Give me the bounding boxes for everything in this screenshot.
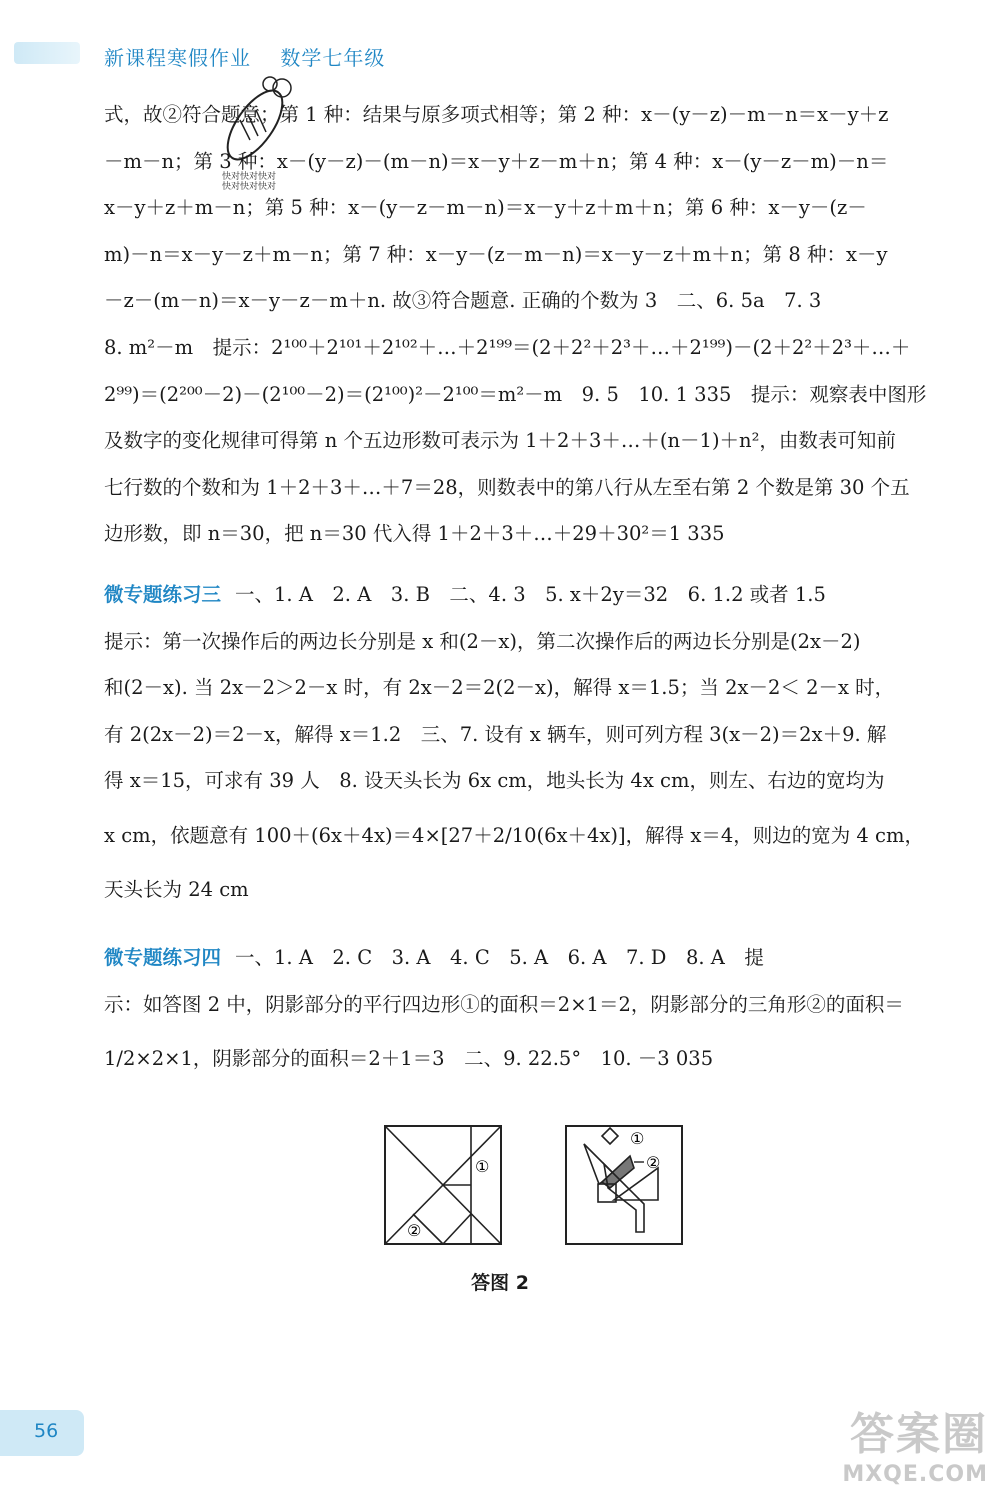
text-line: －m－n；第 3 种：x－(y－z)－(m－n)＝x－y＋z－m＋n；第 4 种：x－(y－z－m)－n＝ xyxy=(104,149,889,173)
text-line: 及数字的变化规律可得第 n 个五边形数可表示为 1＋2＋3＋…＋(n－1)＋n²，由数表可知前 xyxy=(104,429,896,453)
figure-label-2: ② xyxy=(646,1153,661,1172)
text-line: 式，故②符合题意；第 1 种：结果与原多项式相等；第 2 种：x－(y－z)－m－n＝x－y＋z xyxy=(104,103,889,126)
answer-section-continued xyxy=(104,92,966,558)
stamp-line-1: 快对快对快对 xyxy=(222,172,277,182)
text-line: 1/2×2×1，阴影部分的面积＝2＋1＝3 二、9. 22.5° 10. －3 035 xyxy=(104,1047,714,1071)
page-header xyxy=(104,42,407,71)
page-number: 56 xyxy=(34,1420,59,1442)
stamp-line-2: 快对快对快对 xyxy=(222,182,277,192)
figure-label-1: ① xyxy=(475,1157,490,1176)
text-line: 示：如答图 2 中，阴影部分的平行四边形①的面积＝2×1＝2，阴影部分的三角形②的面积＝ xyxy=(104,992,904,1016)
subject-title: 数学七年级 xyxy=(280,46,386,70)
figure-label-1: ① xyxy=(630,1129,645,1148)
answer-section-three xyxy=(104,572,966,914)
figure-label-2: ② xyxy=(407,1221,422,1240)
section-heading: 微专题练习三 xyxy=(104,583,222,606)
section-heading: 微专题练习四 xyxy=(104,946,222,969)
text-line: x cm，依题意有 100＋(6x＋4x)＝4×[27＋2/10(6x＋4x)]，解得 x＝4，则边的宽为 4 cm， xyxy=(104,823,924,847)
tangram-square-figure xyxy=(383,1124,503,1246)
text-line: m)－n＝x－y－z＋m－n；第 7 种：x－y－(z－m－n)＝x－y－z＋m＋n；第 8 种：x－y xyxy=(104,242,888,266)
watermark-text: 答案圈 xyxy=(850,1409,988,1460)
text-line: 天头长为 24 cm xyxy=(104,877,249,901)
book-title: 新课程寒假作业 xyxy=(104,46,251,70)
text-line: 和(2－x). 当 2x－2＞2－x 时，有 2x－2＝2(2－x)，解得 x＝1.5；当 2x－2＜ 2－x 时， xyxy=(104,676,895,700)
text-line: 七行数的个数和为 1＋2＋3＋…＋7＝28，则数表中的第八行从左至右第 2 个数是第 30 个五 xyxy=(104,475,910,499)
text-line: 边形数，即 n＝30，把 n＝30 代入得 1＋2＋3＋…＋29＋30²＝1 335 xyxy=(104,522,725,546)
text-line: －z－(m－n)＝x－y－z－m＋n. 故③符合题意. 正确的个数为 3 二、6. 5a 7. 3 xyxy=(104,289,822,313)
text-line: 2⁹⁹)＝(2²⁰⁰－2)－(2¹⁰⁰－2)＝(2¹⁰⁰)²－2¹⁰⁰＝m²－m 9. 5 10. 1 335 提示：观察表中图形 xyxy=(104,382,927,406)
text-line: 8. m²－m 提示：2¹⁰⁰＋2¹⁰¹＋2¹⁰²＋…＋2¹⁹⁹＝(2＋2²＋2³＋…＋2¹⁹⁹)－(2＋2²＋2³＋…＋ xyxy=(104,335,911,359)
watermark-url: MXQE.COM xyxy=(842,1462,988,1487)
text-line: 有 2(2x－2)＝2－x，解得 x＝1.2 三、7. 设有 x 辆车，则可列方程 3(x－2)＝2x＋9. 解 xyxy=(104,722,887,746)
watermark-logo xyxy=(818,1398,988,1487)
text-line: 一、1. A 2. C 3. A 4. C 5. A 6. A 7. D 8. A 提 xyxy=(235,946,764,969)
tangram-bird-figure xyxy=(564,1124,684,1246)
text-line: 得 x＝15，可求有 39 人 8. 设天头长为 6x cm，地头长为 4x cm，则左、右边的宽均为 xyxy=(104,769,885,793)
figure-caption: 答图 2 xyxy=(471,1272,529,1294)
text-line: 一、1. A 2. A 3. B 二、4. 3 5. x＋2y＝32 6. 1.2 或者 1.5 xyxy=(235,583,826,606)
text-line: 提示：第一次操作后的两边长分别是 x 和(2－x)，第二次操作后的两边长分别是(2x－2) xyxy=(104,629,861,653)
text-line: x－y＋z＋m－n；第 5 种：x－(y－z－m－n)＝x－y＋z＋m＋n；第 6 种：x－y－(z－ xyxy=(104,196,867,220)
header-decoration xyxy=(14,42,80,64)
answer-section-four xyxy=(104,935,966,1090)
